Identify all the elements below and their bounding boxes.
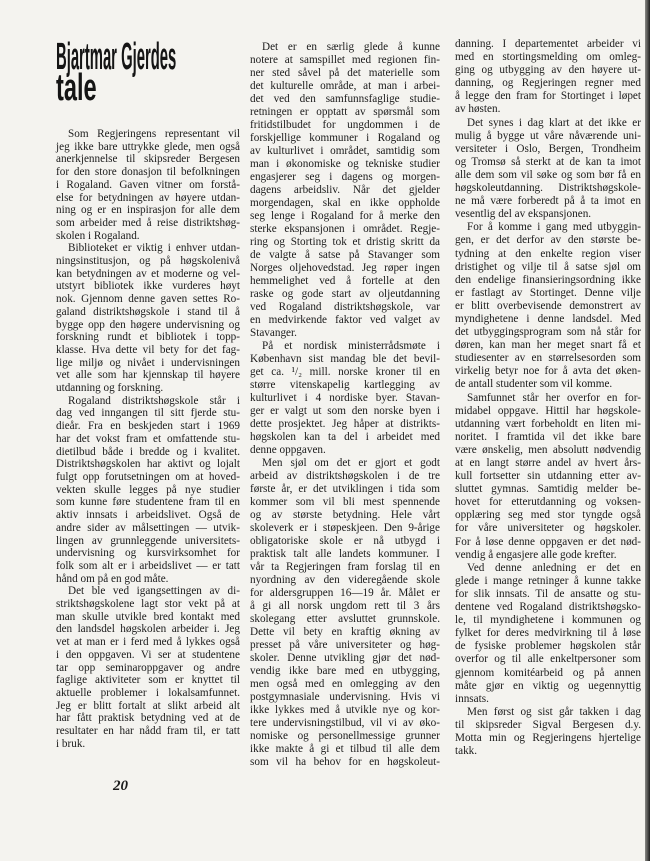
paragraph [455,562,641,706]
text-line: fritidstilbudet for ungdommen i de [250,119,440,131]
text-line: som arbeider med å reise distriktshøg- [56,216,240,229]
text-line: nok. Gjennom denne gaven settes Ro- [56,293,240,306]
text-column-3 [455,38,641,758]
text-line: For å løse denne oppgaven er det nød- [455,535,641,548]
text-line: vet alle som har kjennskap til høyere [56,369,240,382]
paragraph [56,242,240,394]
text-line: morgendagen, skal en ikke oppholde [250,197,440,209]
paragraph [455,38,641,117]
text-line: dagens arbeidsliv. Når det gjelder [250,184,440,196]
text-line: og Tromsø så sterkt at de kan ta imot [455,155,641,168]
text-line: ning og er en inspirasjon for alle dem [56,204,240,217]
text-line: Norges oljehovedstad. Jeg røper ingen [250,262,440,274]
text-line: folk som alt er i arbeidslivet — er tatt [56,559,240,572]
text-line: aktiv innsats i arbeidslivet. Også de [56,509,240,522]
text-line: takk. [455,745,478,758]
text-line: obligatoriske skole er nå utbygd i [250,535,440,547]
text-line: virkelig betyr noe for å avta det øken- [455,365,641,378]
text-line: Rogaland distriktshøgskole står i [68,394,240,407]
text-line: høgskolen kan ta del i arbeidet med [250,431,440,443]
text-line: første år, er det utviklingen i tida som [250,483,440,495]
paragraph [250,41,440,340]
text-line: fylket for deres medvirkning til å løse [455,627,641,640]
text-line: danning, og Regjeringen regner med [455,77,641,90]
text-line: overfor og til alle enkeltpersoner som [455,653,641,666]
paragraph [56,585,240,750]
text-line: for slik innsats. Til de ansatte og stu- [455,587,641,600]
text-line: dentene ved Rogaland distriktshøgsko- [455,601,641,614]
text-line: være ønskelig, men absolutt nødvendig [455,443,641,456]
text-line: skoler. Denne utvikling gjør det nød- [250,652,440,664]
text-line: dristighet og vilje til å satse sjøl om [455,260,641,273]
text-line: man i økonomiske og tekniske studier [250,158,440,170]
text-line: i den oppgaven. Vi ser at studentene [56,648,240,661]
text-line: bygge opp den høgere undervisning og [56,318,240,331]
text-line: utstyrt bibliotek ikke vurderes høyt [56,280,240,293]
text-line: større vitenskapelig kartlegging av [250,379,440,391]
paragraph [455,117,641,222]
paragraph [455,706,641,758]
text-line: vekten skulle legges på nye studier [56,483,240,496]
text-line: utdanning og forskning. [56,382,164,395]
paragraph [56,395,240,586]
text-line: galand distriktshøgskole i stand til å [56,305,240,318]
text-line: innsats. [455,692,489,705]
text-line: i bruk. [56,737,86,750]
text-line: har det vokst fram et omfattende stu- [56,432,240,445]
text-line: seg lenge i Rogaland for å merke den [250,210,440,222]
text-line: vendig å engasjere alle gode krefter. [455,548,617,561]
paragraph [250,340,440,457]
text-line: kan betydningen av et moderne og vel- [56,267,240,280]
text-line: det kulturelle område, at man i arbei- [250,80,440,92]
text-line: tere undervisningstilbud, vil vi av øko- [250,717,440,729]
text-line: for aldersgruppen 16—19 år. Målet er [250,587,440,599]
text-line: Biblioteket er viktig i enhver utdan- [68,242,240,255]
text-line: sluttet gymnas. Samtidig melder be- [455,483,641,496]
text-line: med en stortingsmelding om omleg- [455,51,641,64]
text-line: den landsdel høgskolen arbeider i. Jeg [56,623,240,636]
text-line: som kunne føre studentene fram til en [56,496,240,509]
scan-edge-shadow [645,0,650,861]
text-line: gjennom komitéarbeid og på annen [455,666,641,679]
text-line: faglige aktiviteter som er knyttet til [56,674,240,687]
text-line: at en langt større andel av hvert års- [455,457,641,469]
text-line: de antall studenter som vil komme. [455,378,613,391]
text-line: er blitt overbevisende demonstrert av [455,299,641,312]
text-line: aktuelle problemer i lokalsamfunnet. [56,686,240,699]
text-line: høgskoleutdanning. Distriktshøgskole- [455,182,641,195]
text-line: ger er valgt ut som den norske byen i [250,405,440,417]
text-line: le, til myndighetene i kommunen og [455,614,641,627]
text-line: opplæring seg med stor tyngde også [455,509,641,522]
text-line: det ved den samfunnsfaglige studie- [250,93,440,105]
text-line: else for betydningen av høyere utdan- [56,191,240,204]
text-line: Dette vil bety en kraftig økning av [250,626,440,638]
text-line: Men først og sist går takken i dag [467,705,641,718]
text-line: ikke lykkes med å utvikle nye og kor- [250,704,440,716]
text-line: i Rogaland. Gaven vitner om forstå- [56,178,240,191]
text-line: dette prosjektet. Jeg håper at distrikts- [250,418,440,430]
text-line: ne må være forberedt på å ta imot en [455,195,641,208]
text-line: vet at man er i ferd med å lykkes også [56,636,240,649]
text-column-1 [56,128,240,750]
text-line: denne oppgaven. [250,444,326,456]
text-line: ningsinstitusjon, og på høgskolenivå [56,255,240,268]
text-line: hovet for etterutdanning og voksen- [455,496,641,509]
text-line: Men sjøl om det er gjort et godt [262,457,440,469]
text-line: arbeid av distriktshøgskolen i de tre [250,470,440,482]
text-line: en medvirkende faktor ved valget av [250,314,440,326]
text-line: å gi all norsk ungdom rett til 3 års [250,600,440,612]
text-line: dietilbud både i bredde og i kvalitet. [56,445,240,458]
text-line: For å komme i gang med utbyggin- [467,221,641,234]
text-line: vår ta Regjeringen fram forslag til en [250,561,440,573]
text-line: fulgt opp forutsetningen om at hoved- [56,470,240,483]
text-line: vesentlig del av ekspansjonen. [455,208,592,221]
text-line: til skipsreder Sigval Bergesen d.y. [455,718,641,731]
text-line: andre sider av målsettingen — utvik- [56,521,240,534]
text-line: forskning rundt et bibliotek i topp- [56,331,240,344]
text-line: Det er en særlig glede å kunne [262,41,440,53]
text-line: er fastlagt av Stortinget. Denne vilje [455,286,641,299]
text-line: det utbyggingsprogram som nå står for [455,326,641,339]
text-line: ikke makte å gi et tilbud til alle dem [250,743,440,755]
page-number: 20 [113,778,128,794]
text-line: retningen er opptatt av spørsmål som [250,106,440,118]
text-line: de fysiske problemer høgskolen står [455,640,641,653]
text-line: Som Regjeringens representant vil [68,128,240,140]
text-line: raske og gode start av oljeutdanning [250,288,440,300]
text-line: ging og utbygging av den høyere ut- [455,64,641,77]
text-line: Samfunnet står her overfor en for- [467,391,641,404]
paragraph [455,221,641,391]
text-line: skoleverk er i støpeskjeen. Den 9-årige [250,522,440,534]
text-line: døren, kan man her meget snart få et [455,339,641,352]
text-line: striktshøgskolene lagt stor vekt på at [56,598,240,611]
text-line: myndighetene i denne landsdel. Med [455,312,641,325]
text-line: men også med en omlegging av den [250,678,440,690]
paragraph [455,392,641,562]
text-line: midabel oppgave. Hittil har høgskole- [455,404,641,417]
text-line: måte gjør en viktig og uegennyttig [455,679,641,692]
text-line: Distriktshøgskolen har aktivt og lojalt [56,458,240,471]
text-line: klasse. Hva dette vil bety for det fag- [56,343,240,356]
text-line: engasjerer seg i dagens og morgen- [250,171,440,183]
text-line: ring og Storting tok et dristig skritt da [250,236,440,248]
text-line: kull fortsetter sin utdanning etter av- [455,470,641,483]
text-line: kulturlivet i 4 nordiske byer. Stavan- [250,392,440,404]
text-line: som vil ha behov for en høgskoleut- [250,756,440,768]
text-line: notere at samspillet med regionen fin- [250,54,440,66]
text-line: skolegang etter avsluttet grunnskole. [250,613,440,625]
paragraph [250,457,440,769]
text-line: Det synes i dag klart at det ikke er [467,116,641,129]
text-line: studiesenter av en størrelsesorden som [455,352,641,365]
text-line: danning. I departementet arbeider vi [455,38,641,50]
article-title-line-2: tale [56,67,97,109]
text-line: sterke ekspansjonen i området. Regje- [250,223,440,235]
text-line: nomiske og personellmessige grunner [250,730,440,742]
text-line: de valgte å satse på Stavanger som [250,249,440,261]
text-line: lige miljø og nivået i undervisningen [56,356,240,369]
text-line: København sist mandag ble det bevil- [250,353,440,365]
text-line: get ca. ¹/₂ mill. norske kroner til en [250,366,440,378]
text-line: hemmelighet ved å fortelle at den [250,275,440,287]
text-line: nyordning av den videregående skole [250,574,440,586]
text-line: for våre universiteter og høgskoler. [455,522,641,535]
paragraph [56,128,240,242]
text-line: gen, er det derfor av den største be- [455,234,641,247]
text-line: jeg ikke bare uttrykke glede, men også [56,140,240,153]
text-line: utdanning vært forbeholdt en liten mi- [455,417,641,430]
text-line: tar opp seminaroppgaver og andre [56,661,240,674]
text-line: og av største betydning. Hele vårt [250,509,440,521]
text-line: På et nordisk ministerrådsmøte i [262,340,440,352]
article-title-line-1: Bjartmar Gjerdes [56,36,177,78]
text-line: dieår. Fra en beskjeden start i 1969 [56,420,240,433]
text-line: praktisk talt alle landets kommuner. I [250,548,440,560]
text-line: tydning at den enkelte region viser [455,247,641,260]
text-line: ner sted såvel på det materielle som [250,67,440,79]
text-line: anerkjennelse til skipsreder Bergesen [56,153,240,166]
text-line: skolen i Rogaland. [56,229,140,242]
text-line: forskjellige kommuner i Rogaland og [250,132,440,144]
text-line: ved Rogaland distriktshøgskole, var [250,301,440,313]
text-line: for den store donasjon til befolkningen [56,166,240,179]
text-line: alle dem som vil søke og som bør få en [455,168,641,181]
text-line: hånd om på en god måte. [56,572,169,585]
text-line: man skulle utvikle bred kontakt med [56,610,240,623]
text-line: resultater en har nådd fram til, er tatt [56,725,240,738]
text-line: dag ved inngangen til sitt fjerde stu- [56,407,240,420]
text-line: noritet. I framtida vil det ikke bare [455,430,641,443]
text-line: kommer som vil bli mest spennende [250,496,440,508]
text-line: undervisning og kursvirksomhet for [56,547,240,560]
text-line: vendig ikke bare med en utbygging, [250,665,440,677]
text-line: den endelige finansieringsordning ikke [455,273,641,286]
text-line: mulig å bygge ut våre nåværende uni- [455,129,641,142]
text-line: Motta min og Regjeringens hjertelige [455,731,641,744]
text-line: Jeg er blitt fortalt at slikt arbeid alt [56,699,240,712]
text-line: Stavanger. [250,327,297,339]
text-column-2 [250,41,440,769]
text-line: presset på våre universiteter og høg- [250,639,440,651]
text-line: lingen av grunnleggende universitets- [56,534,240,547]
text-line: postgymnasiale undervisning. Hvis vi [250,691,440,703]
text-line: Det ble ved igangsettingen av di- [68,585,240,598]
text-line: Ved denne anledning er det en [467,561,641,574]
text-line: av høsten. [455,103,501,116]
text-line: glede i mange retninger å kunne takke [455,574,641,587]
text-line: versiteter i Oslo, Bergen, Trondheim [455,142,641,155]
text-line: av kulturlivet i området, samtidig som [250,145,440,157]
text-line: har fått praktisk betydning ved at de [56,712,240,725]
text-line: å legge den fram for Stortinget i løpet [455,90,641,103]
